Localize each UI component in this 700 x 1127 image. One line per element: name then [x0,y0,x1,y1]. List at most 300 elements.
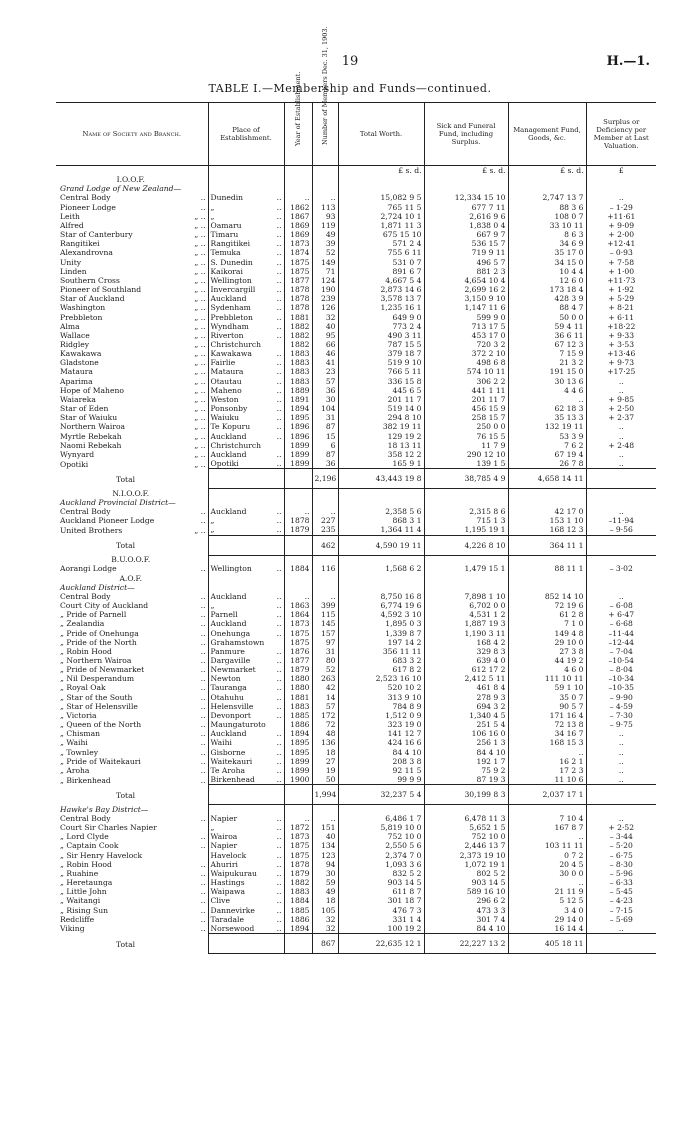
society-name-row-empty [508,175,586,184]
branch-label: „ Townley [60,747,98,757]
members: 18 [312,748,338,757]
total-management-fund: 405 18 11 [508,934,586,954]
branch-label: Star of Auckland [60,294,125,304]
members: 31 [312,413,338,422]
leader-dots: „ .. [194,385,206,395]
members: 123 [312,851,338,860]
surplus: + 9·33 [586,331,656,340]
branch-name [56,869,208,878]
sick-fund: 589 16 10 [424,887,508,896]
management-fund: 149 4 8 [508,629,586,638]
table-row [56,367,656,376]
year: 1895 [284,748,312,757]
branch-label: „ Star of the South [60,692,133,702]
society-name-row-empty [208,574,284,583]
branch-name [56,906,208,915]
total-worth: 331 1 4 [338,915,424,924]
sick-fund: 639 4 0 [424,656,508,665]
management-fund: 90 5 7 [508,702,586,711]
total-worth: 323 19 0 [338,720,424,729]
page-number: 19 [341,54,359,69]
place [208,592,284,601]
table-row [56,395,656,404]
branch-label: „ Waitangi [60,896,101,906]
table-row [56,924,656,934]
district-row [56,498,656,507]
table-row [56,459,656,469]
table-row [56,230,656,239]
management-fund: 168 15 3 [508,738,586,747]
district-row-empty [284,184,312,193]
year: 1883 [284,367,312,376]
branch-label: „ Heretaunga [60,878,113,888]
total-worth: 356 11 11 [338,647,424,656]
total-surplus [586,934,656,954]
year: 1885 [284,711,312,720]
surplus: – 3·02 [586,564,656,573]
sick-fund: 498 6 8 [424,358,508,367]
year: .. [284,814,312,823]
place-label: Otahuhu [210,692,244,702]
place-label: Gisborne [210,747,246,757]
place-label: Weston [210,394,239,404]
management-fund: 16 2 1 [508,757,586,766]
total-worth: 2,523 16 10 [338,674,424,683]
surplus: .. [586,592,656,601]
leader-dots: .. [276,896,282,906]
branch-name [56,775,208,785]
col-name-header: Name of Society and Branch. [56,103,208,166]
leader-dots: .. [276,823,282,833]
place-label: Invercargill [210,285,256,295]
district-row-empty [424,583,508,592]
leader-dots: .. [200,674,206,684]
leader-dots: .. [200,564,206,574]
branch-name [56,757,208,766]
year: 1873 [284,832,312,841]
management-fund: 59 1 10 [508,683,586,692]
leader-dots: .. [276,202,282,212]
branch-name [56,647,208,656]
branch-name [56,386,208,395]
place [208,674,284,683]
management-fund: 111 10 11 [508,674,586,683]
leader-dots: .. [200,710,206,720]
branch-name [56,610,208,619]
year: 1869 [284,221,312,230]
members: 30 [312,395,338,404]
district-row-empty [208,498,284,507]
leader-dots: .. [200,637,206,647]
leader-dots: .. [200,720,206,730]
leader-dots: „ .. [194,349,206,359]
branch-label: Naomi Rebekah [60,440,122,450]
management-fund: 34 6 9 [508,239,586,248]
place-label: Wellington [210,275,252,285]
total-label: Total [116,541,136,551]
branch-name [56,193,208,202]
col-surplus-header: Surplus or Deficiency per Member at Last Valuation. [586,103,656,166]
surplus: – 7·04 [586,647,656,656]
leader-dots: .. [276,765,282,775]
leader-dots: .. [276,349,282,359]
leader-dots: „ .. [194,275,206,285]
place-label: Taradale [210,914,244,924]
branch-name [56,322,208,331]
district-row-empty [312,583,338,592]
society-name-row-empty [424,555,508,564]
members: 49 [312,230,338,239]
society-name-row-empty [508,574,586,583]
leader-dots: .. [276,601,282,611]
sick-fund: 372 2 10 [424,349,508,358]
sick-fund: 84 4 10 [424,748,508,757]
branch-label: „ Pride of Newmarket [60,665,145,675]
place-label: Napier [210,841,238,851]
place-label: Wyndham [210,321,249,331]
leader-dots: .. [200,859,206,869]
total-worth: 1,871 11 3 [338,221,424,230]
district-row [56,184,656,193]
management-fund: 171 16 4 [508,711,586,720]
total-worth: 1,235 16 1 [338,303,424,312]
units-mgmt: £ s. d. [508,166,586,176]
branch-label: Northern Wairoa [60,422,126,432]
table-row [56,221,656,230]
sick-fund: 903 14 5 [424,878,508,887]
branch-name [56,525,208,535]
branch-name [56,377,208,386]
management-fund: 36 6 11 [508,331,586,340]
branch-name [56,860,208,869]
surplus: – 7·30 [586,711,656,720]
branch-label: Star of Waiuku [60,413,118,423]
members: .. [312,193,338,202]
branch-name [56,248,208,257]
branch-label: Wynyard [60,449,95,459]
district-row-empty [338,583,424,592]
total-label: Total [116,474,136,484]
society-name-row-empty [586,175,656,184]
place [208,322,284,331]
year: 1880 [284,683,312,692]
surplus: .. [586,738,656,747]
sick-fund: 677 7 11 [424,203,508,212]
col-place-header: Place of Establishment. [208,103,284,166]
year: 1869 [284,230,312,239]
leader-dots: „ .. [194,266,206,276]
sick-fund: 599 9 0 [424,313,508,322]
leader-dots: .. [276,330,282,340]
surplus: – 5·20 [586,841,656,850]
branch-name [56,924,208,934]
place-label: Kawakawa [210,349,252,359]
place-label: Auckland [210,619,247,629]
total-worth: 197 14 2 [338,638,424,647]
members: 119 [312,221,338,230]
leader-dots: .. [276,358,282,368]
surplus: – 6·68 [586,619,656,628]
table-row [56,212,656,221]
place [208,924,284,934]
leader-dots: .. [276,628,282,638]
year: 1875 [284,629,312,638]
management-fund: 42 17 0 [508,507,586,516]
leader-dots: „ .. [194,303,206,313]
table-row [56,276,656,285]
table-row [56,193,656,202]
branch-label: Pioneer Lodge [60,202,116,212]
year: 1877 [284,276,312,285]
year: 1883 [284,349,312,358]
total-worth: 15,082 9 5 [338,193,424,202]
branch-name [56,294,208,303]
branch-name [56,367,208,376]
members: 227 [312,516,338,525]
leader-dots: „ .. [194,394,206,404]
total-worth: 1,093 3 6 [338,860,424,869]
members: 39 [312,239,338,248]
surplus: .. [586,193,656,202]
place [208,823,284,832]
branch-label: Central Body [60,507,111,517]
branch-label: Central Body [60,813,111,823]
total-worth: 84 4 10 [338,748,424,757]
sick-fund: 881 2 3 [424,267,508,276]
place-label: Opotiki [210,459,239,468]
leader-dots: .. [276,294,282,304]
branch-name [56,221,208,230]
place-label: Oamaru [210,220,242,230]
total-management-fund: 364 11 1 [508,535,586,555]
members: 116 [312,564,338,573]
total-empty [284,469,312,489]
place-label: Fairlie [210,358,236,368]
place-label: „ [210,601,215,611]
society-name-row-label: N.I.O.O.F. [112,488,150,498]
sick-fund: 201 11 7 [424,395,508,404]
sick-fund: 453 17 0 [424,331,508,340]
surplus: + 2·50 [586,404,656,413]
branch-name [56,441,208,450]
members: 104 [312,404,338,413]
year: 1882 [284,340,312,349]
total-worth: 1,568 6 2 [338,564,424,573]
place [208,869,284,878]
place-label: Ahuriri [210,859,238,869]
table-row [56,665,656,674]
management-fund: 428 3 9 [508,294,586,303]
leader-dots: .. [276,747,282,757]
management-fund: 88 11 1 [508,564,586,573]
leader-dots: .. [276,266,282,276]
society-name-row-empty [312,489,338,498]
place [208,665,284,674]
total-surplus [586,535,656,555]
branch-label: Alfred [60,220,84,230]
district-row-empty [312,805,338,814]
members: 27 [312,757,338,766]
branch-name [56,432,208,441]
surplus: + 1·92 [586,285,656,294]
place-label: Riverton [210,330,244,340]
members: 190 [312,285,338,294]
district-row-empty [338,498,424,507]
surplus: .. [586,386,656,395]
branch-label: „ Chisman [60,729,100,739]
leader-dots: .. [276,321,282,331]
surplus: .. [586,432,656,441]
leader-dots: .. [276,841,282,851]
surplus: + 2·00 [586,230,656,239]
total-worth: 382 19 11 [338,422,424,431]
surplus: .. [586,729,656,738]
management-fund: 50 0 0 [508,313,586,322]
leader-dots: .. [276,859,282,869]
sick-fund: 11 7 9 [424,441,508,450]
members: 151 [312,823,338,832]
total-empty [284,535,312,555]
surplus: + 8·21 [586,303,656,312]
surplus: + 9·73 [586,358,656,367]
total-worth: 2,873 14 6 [338,285,424,294]
total-worth: 43,443 19 8 [338,469,424,489]
surplus: .. [586,459,656,469]
place [208,212,284,221]
place-label: Maheno [210,385,242,395]
sick-fund: 694 3 2 [424,702,508,711]
year: 1875 [284,638,312,647]
management-fund: 67 12 3 [508,340,586,349]
year: 1896 [284,432,312,441]
total-worth: 2,374 7 0 [338,851,424,860]
year: 1878 [284,294,312,303]
district-row-empty [508,583,586,592]
place [208,702,284,711]
society-name-row-label: I.O.O.F. [116,175,145,185]
leader-dots: .. [276,923,282,933]
leader-dots: .. [276,275,282,285]
sick-fund: 75 9 2 [424,766,508,775]
table-row [56,450,656,459]
place [208,267,284,276]
leader-dots: „ .. [194,257,206,267]
total-worth: 1,895 0 3 [338,619,424,628]
surplus: .. [586,757,656,766]
members: 49 [312,887,338,896]
total-worth: 445 6 5 [338,386,424,395]
year: 1883 [284,358,312,367]
surplus: .. [586,377,656,386]
total-worth: 358 12 2 [338,450,424,459]
members: 115 [312,610,338,619]
leader-dots: „ .. [194,312,206,322]
branch-label: „ Robin Hood [60,646,112,656]
total-worth: 520 10 2 [338,683,424,692]
members: .. [312,592,338,601]
branch-name [56,738,208,747]
col-members-header: Number of Members Dec. 31, 1903. [312,103,338,166]
total-worth: 649 9 0 [338,313,424,322]
management-fund: 35 17 0 [508,248,586,257]
year: 1872 [284,823,312,832]
sick-fund: 278 9 3 [424,693,508,702]
total-worth: 617 8 2 [338,665,424,674]
place [208,331,284,340]
society-name-row-empty [424,489,508,498]
surplus: – 9·56 [586,525,656,535]
place-label: Havelock [210,850,247,860]
sick-fund: 456 15 9 [424,404,508,413]
table-row [56,239,656,248]
members: 31 [312,647,338,656]
place-label: S. Dunedin [210,257,253,267]
sick-fund: 1,147 11 6 [424,303,508,312]
branch-name [56,665,208,674]
members: 6 [312,441,338,450]
year: 1891 [284,395,312,404]
leader-dots: .. [276,422,282,432]
place [208,367,284,376]
society-name-row-empty [338,489,424,498]
branch-name [56,212,208,221]
table-row [56,441,656,450]
leader-dots: .. [200,756,206,766]
total-worth: 611 8 7 [338,887,424,896]
surplus: – 4·23 [586,896,656,905]
surplus: – 5·96 [586,869,656,878]
table-row [56,248,656,257]
surplus: – 8·04 [586,665,656,674]
place-label: Ponsonby [210,404,248,414]
branch-label: Southern Cross [60,275,120,285]
place-label: Temuka [210,248,241,258]
branch-label: Washington [60,303,106,313]
total-sick-fund: 38,785 4 9 [424,469,508,489]
branch-label: „ Royal Oak [60,683,106,693]
surplus: – 5·69 [586,915,656,924]
district-row-empty [424,498,508,507]
branch-label: „ Aroha [60,765,90,775]
leader-dots: .. [276,230,282,240]
total-worth: 100 19 2 [338,924,424,934]
branch-name [56,313,208,322]
leader-dots: .. [200,683,206,693]
society-name-row-empty [284,574,312,583]
place [208,693,284,702]
members: 40 [312,832,338,841]
branch-name [56,832,208,841]
sick-fund: 6,478 11 3 [424,814,508,823]
branch-name [56,814,208,823]
surplus: – 6·75 [586,851,656,860]
members: 32 [312,313,338,322]
branch-label: Ridgley [60,339,90,349]
members: 18 [312,896,338,905]
leader-dots: „ .. [194,321,206,331]
year: 1899 [284,441,312,450]
table-row [56,303,656,312]
place-label: Mataura [210,367,244,377]
leader-dots: „ .. [194,404,206,414]
total-worth: 891 6 7 [338,267,424,276]
management-fund: 30 0 0 [508,869,586,878]
society-name-row-empty [338,574,424,583]
members: 87 [312,422,338,431]
place-label: Onehunga [210,628,251,638]
surplus: + 6·11 [586,313,656,322]
total-worth: 201 11 7 [338,395,424,404]
